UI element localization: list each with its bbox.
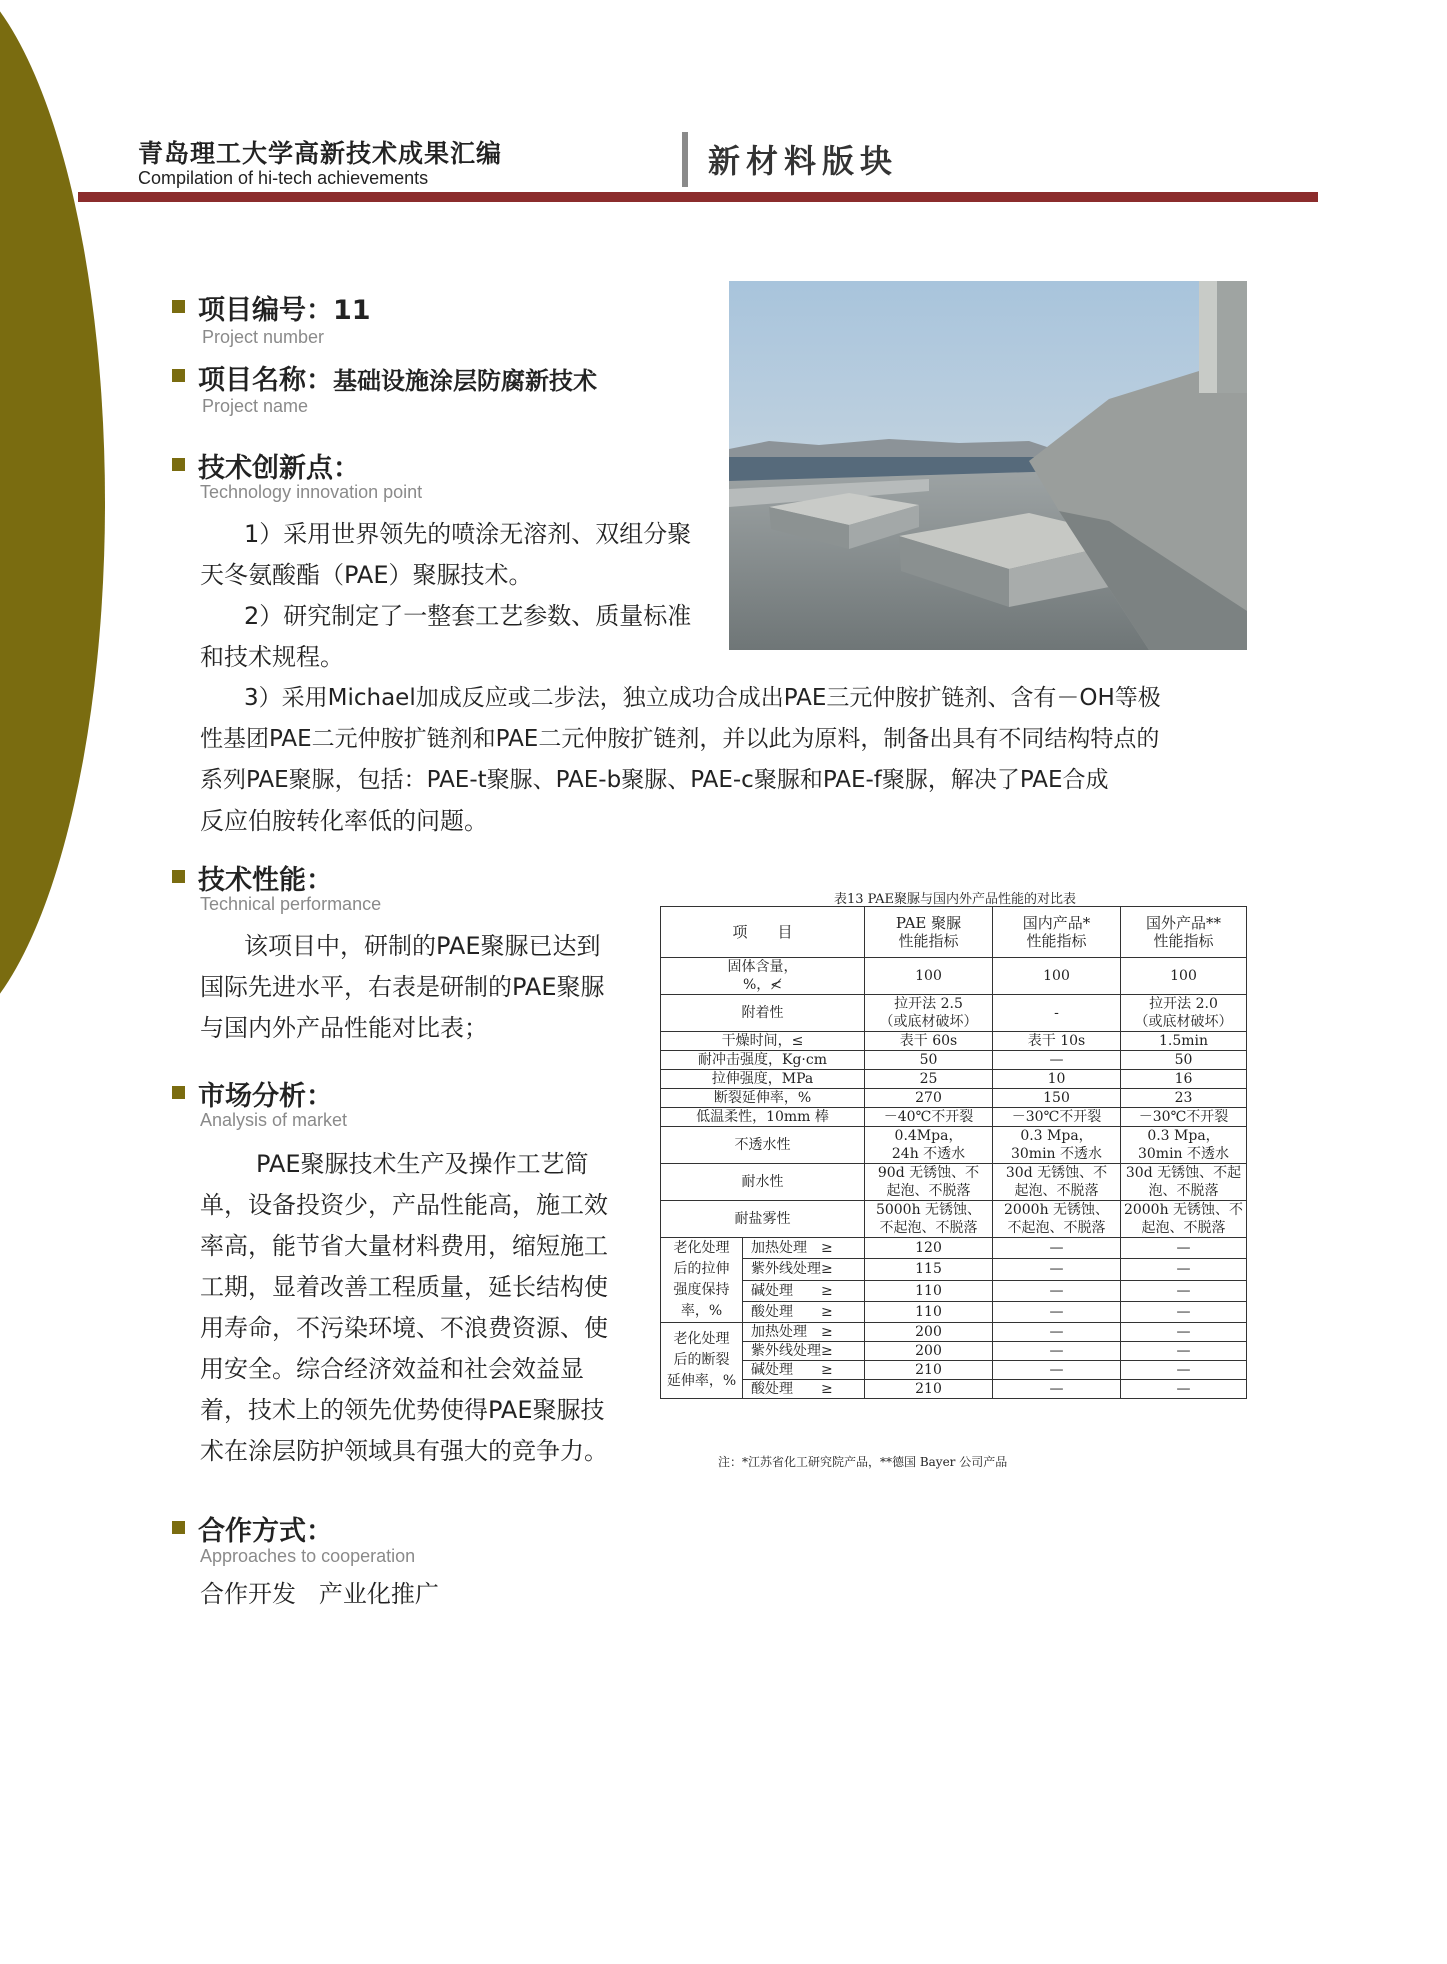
performance-heading-en: Technical performance xyxy=(200,894,382,914)
table-cell: 附着性 xyxy=(661,995,865,1032)
table-cell: 100 xyxy=(993,958,1121,995)
innovation-line: 反应伯胺转化率低的问题。 xyxy=(200,807,488,835)
market-line: 率高，能节省大量材料费用，缩短施工 xyxy=(200,1232,608,1260)
market-line: PAE聚脲技术生产及操作工艺简 xyxy=(256,1150,589,1178)
table-cell: 16 xyxy=(1121,1070,1247,1089)
project-name-value: 基础设施涂层防腐新技术 xyxy=(333,367,597,395)
table-row xyxy=(661,958,1247,995)
table-row xyxy=(661,1380,1247,1399)
innovation-line: 2）研究制定了一整套工艺参数、质量标准 xyxy=(244,602,692,630)
table-row xyxy=(661,1280,1247,1301)
project-number-label-en: Project number xyxy=(202,327,325,347)
table-cell: 碱处理 ≥ xyxy=(743,1361,865,1380)
table-cell: 拉伸强度，MPa xyxy=(661,1070,865,1089)
table-cell: — xyxy=(993,1259,1121,1280)
innovation-line: 3）采用Michael加成反应或二步法，独立成功合成出PAE三元仲胺扩链剂、含有－OH等极 xyxy=(244,685,1161,711)
market-line: 术在涂层防护领域具有强大的竞争力。 xyxy=(200,1437,608,1465)
bullet-square-icon xyxy=(172,1521,185,1534)
header-rule xyxy=(78,192,1318,202)
table-cell: 0.3 Mpa， 30min 不透水 xyxy=(1121,1127,1247,1164)
table-cell: 老化处理 后的断裂 延伸率，% xyxy=(661,1323,743,1399)
table-cell: 耐水性 xyxy=(661,1164,865,1201)
bullet-square-icon xyxy=(172,1086,185,1099)
innovation-line: 1）采用世界领先的喷涂无溶剂、双组分聚 xyxy=(244,520,692,548)
table-cell: 50 xyxy=(865,1051,993,1070)
table-row xyxy=(661,995,1247,1032)
table-cell: 酸处理 ≥ xyxy=(743,1380,865,1399)
market-line: 用寿命，不污染环境、不浪费资源、使 xyxy=(200,1314,608,1342)
innovation-line: 性基团PAE二元仲胺扩链剂和PAE二元仲胺扩链剂，并以此为原料，制备出具有不同结构特点的 xyxy=(200,726,1160,752)
table-row xyxy=(661,1127,1247,1164)
table-cell: — xyxy=(993,1323,1121,1342)
table-cell: 150 xyxy=(993,1089,1121,1108)
table-cell: －30℃不开裂 xyxy=(1121,1108,1247,1127)
table-cell: — xyxy=(993,1380,1121,1399)
market-heading: 市场分析： xyxy=(198,1081,333,1112)
table-cell: — xyxy=(1121,1361,1247,1380)
table-cell: 10 xyxy=(993,1070,1121,1089)
table-cell: — xyxy=(993,1342,1121,1361)
table-row xyxy=(661,1164,1247,1201)
cooperation-heading-en: Approaches to cooperation xyxy=(200,1546,416,1566)
innovation-line: 和技术规程。 xyxy=(200,643,344,671)
table-cell: 碱处理 ≥ xyxy=(743,1280,865,1301)
table-cell: 100 xyxy=(1121,958,1247,995)
table-cell: 固体含量， %，≮ xyxy=(661,958,865,995)
performance-line: 该项目中，研制的PAE聚脲已达到 xyxy=(244,932,601,960)
market-heading-en: Analysis of market xyxy=(200,1110,348,1130)
header-divider xyxy=(682,132,688,187)
table-cell: 不透水性 xyxy=(661,1127,865,1164)
cooperation-value: 合作开发 产业化推广 xyxy=(200,1580,439,1608)
table-cell: 拉开法 2.5 （或底材破坏） xyxy=(865,995,993,1032)
table-cell: 耐冲击强度，Kg·cm xyxy=(661,1051,865,1070)
innovation-line: 天冬氨酸酯（PAE）聚脲技术。 xyxy=(200,561,533,589)
table-cell: 低温柔性，10mm 棒 xyxy=(661,1108,865,1127)
market-line: 工期，显着改善工程质量，延长结构使 xyxy=(200,1273,608,1301)
table-row xyxy=(661,1051,1247,1070)
table-cell: 5000h 无锈蚀、 不起泡、不脱落 xyxy=(865,1201,993,1238)
project-number-label: 项目编号：11 xyxy=(198,295,371,326)
table-row xyxy=(661,1089,1247,1108)
table-cell: 加热处理 ≥ xyxy=(743,1323,865,1342)
table-header-cell: 国内产品* 性能指标 xyxy=(993,907,1121,958)
table-header-cell: PAE 聚脲 性能指标 xyxy=(865,907,993,958)
table-cell: — xyxy=(993,1301,1121,1322)
bullet-square-icon xyxy=(172,458,185,471)
innovation-line: 系列PAE聚脲，包括：PAE-t聚脲、PAE-b聚脲、PAE-c聚脲和PAE-f聚脲，解决了PAE合成 xyxy=(200,767,1109,793)
table-cell: 表干 60s xyxy=(865,1032,993,1051)
market-line: 着，技术上的领先优势使得PAE聚脲技 xyxy=(200,1396,605,1424)
table-cell: — xyxy=(1121,1301,1247,1322)
table-title: 表13 PAE聚脲与国内外产品性能的对比表 xyxy=(833,892,1077,907)
coating-site-photo xyxy=(729,281,1247,650)
table-cell: — xyxy=(1121,1280,1247,1301)
table-cell: 加热处理 ≥ xyxy=(743,1238,865,1259)
table-header-cell: 国外产品** 性能指标 xyxy=(1121,907,1247,958)
table-cell: 200 xyxy=(865,1323,993,1342)
table-cell: — xyxy=(993,1238,1121,1259)
table-cell: - xyxy=(993,995,1121,1032)
table-cell: 110 xyxy=(865,1301,993,1322)
project-name-label: 项目名称： xyxy=(198,365,333,396)
table-cell: 115 xyxy=(865,1259,993,1280)
table-note: 注：*江苏省化工研究院产品，**德国 Bayer 公司产品 xyxy=(718,1455,1008,1469)
table-row xyxy=(661,1301,1247,1322)
table-cell: — xyxy=(1121,1323,1247,1342)
bullet-square-icon xyxy=(172,300,185,313)
table-cell: — xyxy=(993,1051,1121,1070)
header-section-title: 新材料版块 xyxy=(708,142,899,180)
table-cell: 270 xyxy=(865,1089,993,1108)
performance-line: 国际先进水平，右表是研制的PAE聚脲 xyxy=(200,973,605,1001)
table-cell: 酸处理 ≥ xyxy=(743,1301,865,1322)
table-cell: 110 xyxy=(865,1280,993,1301)
table-cell: 拉开法 2.0 （或底材破坏） xyxy=(1121,995,1247,1032)
table-cell: 120 xyxy=(865,1238,993,1259)
cooperation-heading: 合作方式： xyxy=(198,1516,333,1547)
table-cell: — xyxy=(993,1361,1121,1380)
comparison-table xyxy=(660,906,1247,1399)
table-row xyxy=(661,1201,1247,1238)
table-header-cell: 项 目 xyxy=(661,907,865,958)
bullet-square-icon xyxy=(172,369,185,382)
innovation-heading: 技术创新点： xyxy=(198,453,360,484)
table-cell: 30d 无锈蚀、不 起泡、不脱落 xyxy=(993,1164,1121,1201)
table-row xyxy=(661,1108,1247,1127)
header-title-cn: 青岛理工大学高新技术成果汇编 xyxy=(138,139,503,168)
table-header-row xyxy=(661,907,1247,958)
table-cell: — xyxy=(1121,1259,1247,1280)
table-row xyxy=(661,1342,1247,1361)
table-cell: 23 xyxy=(1121,1089,1247,1108)
table-row xyxy=(661,1361,1247,1380)
table-cell: 1.5min xyxy=(1121,1032,1247,1051)
table-cell: 100 xyxy=(865,958,993,995)
table-cell: －40℃不开裂 xyxy=(865,1108,993,1127)
table-cell: 紫外线处理≥ xyxy=(743,1342,865,1361)
table-row xyxy=(661,1032,1247,1051)
table-cell: －30℃不开裂 xyxy=(993,1108,1121,1127)
table-row xyxy=(661,1070,1247,1089)
table-cell: — xyxy=(1121,1238,1247,1259)
table-cell: 0.4Mpa， 24h 不透水 xyxy=(865,1127,993,1164)
table-cell: 210 xyxy=(865,1361,993,1380)
table-cell: 耐盐雾性 xyxy=(661,1201,865,1238)
table-cell: — xyxy=(1121,1380,1247,1399)
bullet-square-icon xyxy=(172,870,185,883)
header-title-en: Compilation of hi-tech achievements xyxy=(138,168,429,188)
market-line: 用安全。综合经济效益和社会效益显 xyxy=(200,1355,584,1383)
project-name-label-en: Project name xyxy=(202,396,309,416)
performance-heading: 技术性能： xyxy=(198,865,333,896)
table-cell: 干燥时间，≤ xyxy=(661,1032,865,1051)
decorative-leaf-shape xyxy=(0,0,105,1045)
table-cell: 25 xyxy=(865,1070,993,1089)
table-cell: 210 xyxy=(865,1380,993,1399)
table-cell: 2000h 无锈蚀、不 起泡、不脱落 xyxy=(1121,1201,1247,1238)
table-cell: — xyxy=(993,1280,1121,1301)
table-cell: 紫外线处理≥ xyxy=(743,1259,865,1280)
table-cell: 老化处理 后的拉伸 强度保持 率，% xyxy=(661,1238,743,1323)
table-cell: 断裂延伸率，% xyxy=(661,1089,865,1108)
market-line: 单，设备投资少，产品性能高，施工效 xyxy=(200,1191,608,1219)
table-cell: 表干 10s xyxy=(993,1032,1121,1051)
table-body xyxy=(661,958,1247,1399)
table-row xyxy=(661,1238,1247,1259)
table-cell: — xyxy=(1121,1342,1247,1361)
performance-line: 与国内外产品性能对比表； xyxy=(200,1014,488,1042)
innovation-heading-en: Technology innovation point xyxy=(200,482,423,502)
table-cell: 2000h 无锈蚀、 不起泡、不脱落 xyxy=(993,1201,1121,1238)
table-row xyxy=(661,1259,1247,1280)
table-cell: 90d 无锈蚀、不 起泡、不脱落 xyxy=(865,1164,993,1201)
table-cell: 30d 无锈蚀、不起 泡、不脱落 xyxy=(1121,1164,1247,1201)
project-name-heading xyxy=(198,358,597,397)
table-row xyxy=(661,1323,1247,1342)
table-cell: 50 xyxy=(1121,1051,1247,1070)
table-cell: 0.3 Mpa， 30min 不透水 xyxy=(993,1127,1121,1164)
table-cell: 200 xyxy=(865,1342,993,1361)
